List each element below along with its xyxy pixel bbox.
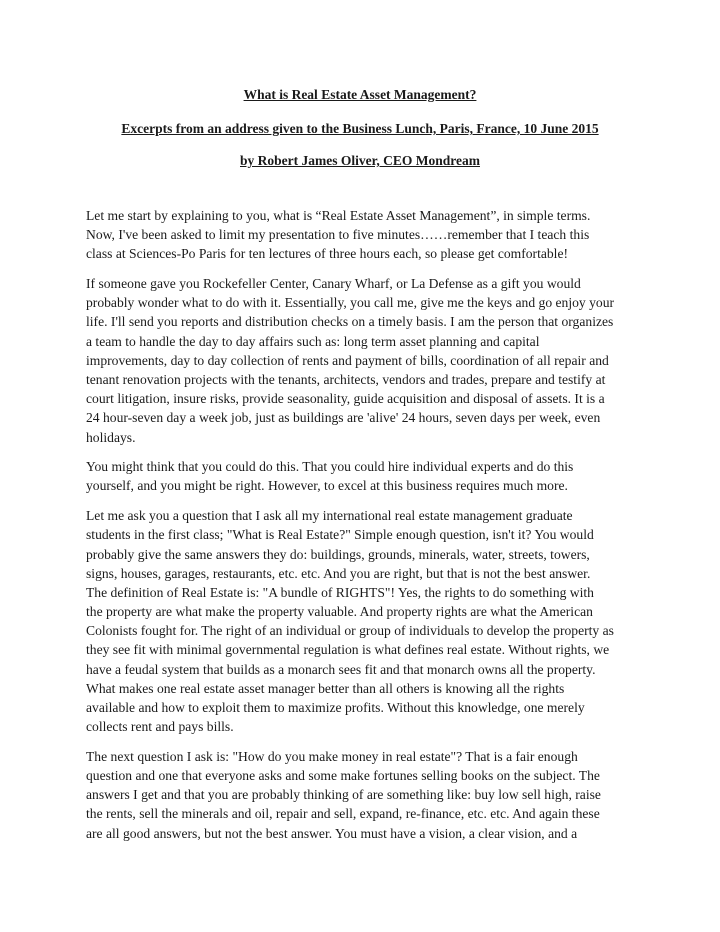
text-line: You might think that you could do this. That you could hire individual experts and do this — [86, 459, 574, 475]
text-line: are all good answers, but not the best answer. You must have a vision, a clear vision, and a — [86, 825, 578, 841]
text-line: 24 hour-seven day a week job, just as buildings are 'alive' 24 hours, seven days per week, even — [86, 410, 601, 426]
text-line: the rents, sell the minerals and oil, repair and sell, expand, re-finance, etc. etc. And again these — [86, 806, 600, 822]
document-title: What is Real Estate Asset Management? — [243, 87, 477, 102]
text-line: tenant renovation projects with the tenants, architects, vendors and trades, prepare and testify at — [86, 372, 606, 387]
paragraph — [86, 206, 646, 264]
text-line: Colonists fought for. The right of an individual or group of individuals to develop the property as — [86, 623, 614, 639]
paragraph — [86, 457, 646, 495]
text-line: students in the first class; "What is Real Estate?" Simple enough question, isn't it? You would — [86, 527, 594, 543]
text-line: answers I get and that you are probably thinking of are something like: buy low sell high, raise — [86, 787, 601, 803]
text-line: available and how to exploit them to maximize profits. Without this knowledge, one merely — [86, 700, 585, 715]
text-line: holidays. — [86, 429, 136, 445]
text-line: If someone gave you Rockefeller Center, Canary Wharf, or La Defense as a gift you would — [86, 276, 581, 292]
paragraph — [86, 747, 646, 843]
text-line: The next question I ask is: "How do you make money in real estate"? That is a fair enough — [86, 748, 578, 764]
text-line: Let me ask you a question that I ask all my international real estate management graduate — [86, 508, 573, 524]
text-line: Now, I've been asked to limit my presentation to five minutes……remember that I teach this — [86, 227, 590, 243]
text-line: have a feudal system that builds as a monarch sees fit and that monarch owns all the property. — [86, 661, 596, 677]
text-line: The definition of Real Estate is: "A bundle of RIGHTS"! Yes, the rights to do something with — [86, 584, 594, 600]
paragraph — [86, 274, 646, 447]
document-subtitle: Excerpts from an address given to the Business Lunch, Paris, France, 10 June 2015 — [121, 121, 599, 136]
text-line: a team to handle the day to day affairs such as: long term asset planning and capital — [86, 333, 540, 349]
paragraph — [86, 506, 646, 736]
text-line: collects rent and pays bills. — [86, 719, 234, 735]
text-line: signs, houses, garages, restaurants, etc. etc. And you are right, but that is not the best answer. — [86, 565, 591, 581]
text-line: the property are what make the property valuable. And property rights are what the American — [86, 604, 593, 620]
text-line: life. I'll send you reports and distribution checks on a timely basis. I am the person that organizes — [86, 314, 614, 330]
text-line: improvements, day to day collection of rents and payment of bills, coordination of all repair and — [86, 352, 609, 368]
text-line: question and one that everyone asks and some make fortunes selling books on the subject. The — [86, 768, 600, 784]
text-line: probably wonder what to do with it. Essentially, you call me, give me the keys and go enjoy your — [86, 295, 615, 311]
text-line: probably give the same answers they do: buildings, grounds, minerals, water, streets, towers, — [86, 546, 590, 562]
text-line: class at Sciences-Po Paris for ten lectures of three hours each, so please get comfortable! — [86, 246, 569, 262]
text-line: What makes one real estate asset manager better than all others is knowing all the rights — [86, 680, 565, 696]
text-line: court litigation, insure risks, provide seasonality, guide acquisition and disposal of assets. It is a — [86, 391, 605, 407]
document-body — [86, 206, 646, 853]
text-line: they see fit with minimal governmental regulation is what defines real estate. Without rights, we — [86, 642, 610, 658]
document-byline: by Robert James Oliver, CEO Mondream — [240, 153, 480, 168]
text-line: Let me start by explaining to you, what is “Real Estate Asset Management”, in simple terms. — [86, 208, 591, 223]
text-line: yourself, and you might be right. However, to excel at this business requires much more. — [86, 478, 568, 494]
